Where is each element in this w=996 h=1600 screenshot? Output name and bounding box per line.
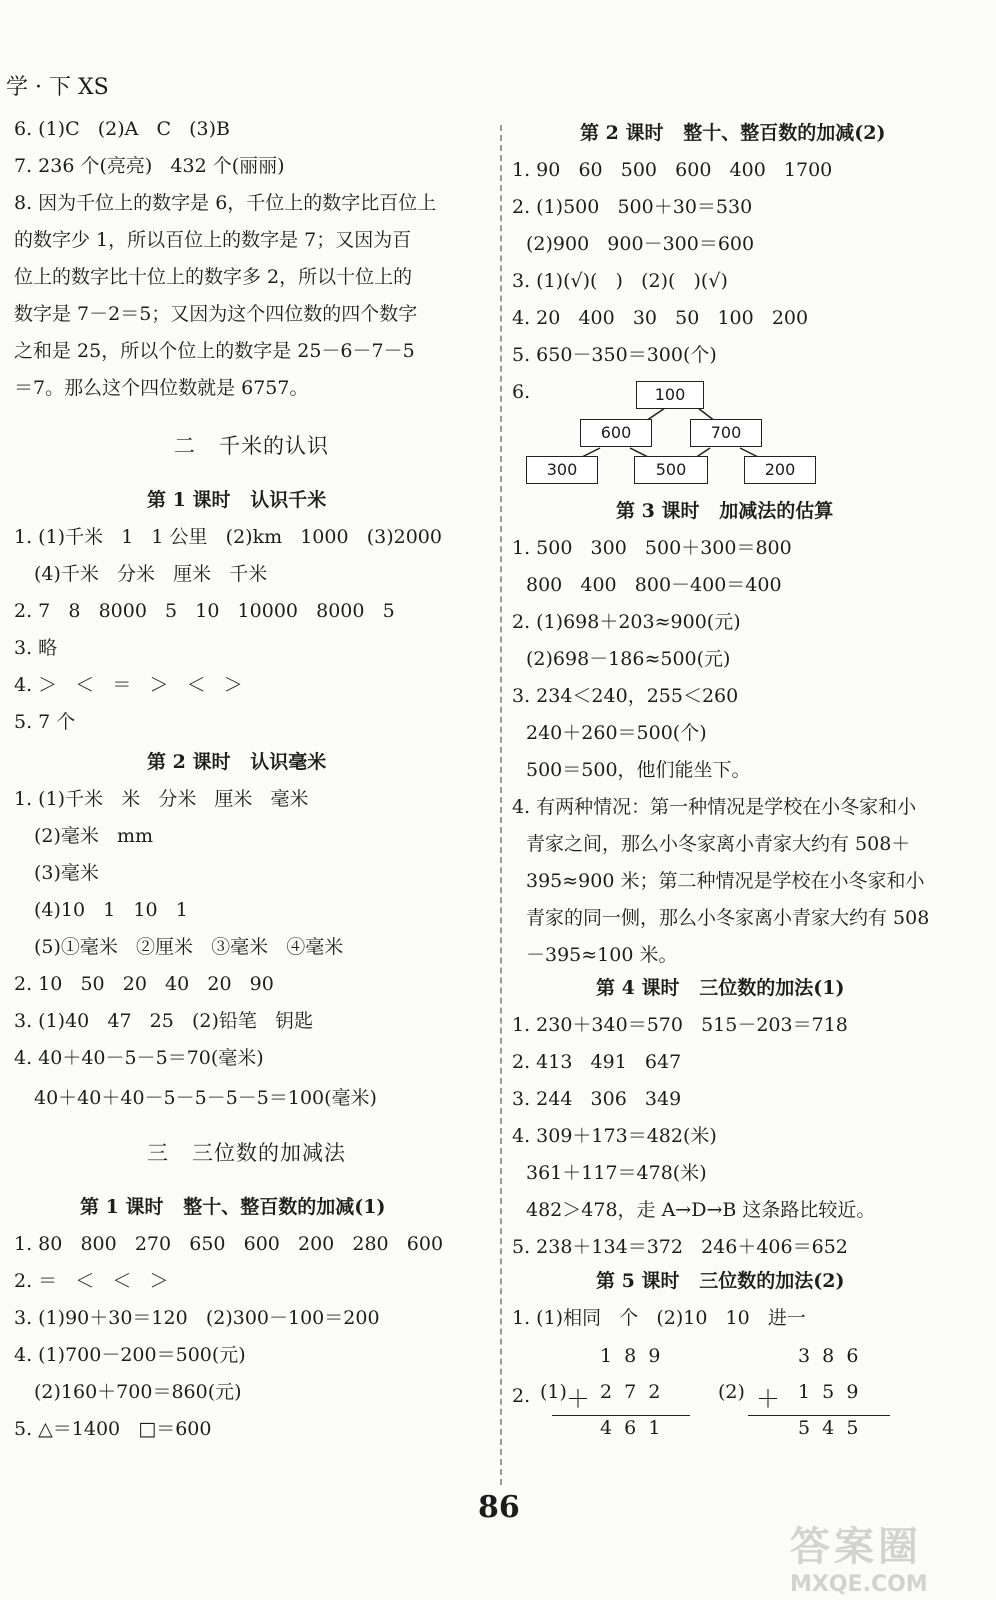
answer-line: 2. 7 8 8000 5 10 10000 8000 5 <box>14 600 395 622</box>
answer-line: 5. △＝1400 □＝600 <box>14 1418 212 1440</box>
answer-line: ＝7。那么这个四位数就是 6757。 <box>14 377 309 399</box>
answer-line: 4. (1)700－200＝500(元) <box>14 1344 246 1366</box>
addend-1: 3 8 6 <box>798 1345 859 1367</box>
addend-2: 2 7 2 <box>600 1381 661 1403</box>
watermark-url: MXQE.COM <box>790 1572 928 1597</box>
tree-node-bottom-right <box>744 456 816 484</box>
answer-line: (4)千米 分米 厘米 千米 <box>34 563 268 585</box>
answer-line: 2. <box>512 1385 531 1407</box>
answer-line: (4)10 1 10 1 <box>34 899 188 921</box>
answer-line: (2)900 900－300＝600 <box>526 233 755 255</box>
answer-line: －395≈100 米。 <box>526 944 678 966</box>
answer-line: 6. (1)C (2)A C (3)B <box>14 118 231 140</box>
watermark-logo: 答案圈 <box>790 1523 922 1570</box>
tree-node-label: 700 <box>690 419 762 447</box>
answer-line: 1. (1)千米 米 分米 厘米 毫米 <box>14 788 309 810</box>
plus-sign: ＋ <box>566 1385 590 1413</box>
tree-node-top <box>636 381 704 409</box>
tree-node-label: 500 <box>634 456 708 484</box>
answer-line: 3. (1)(√)( ) (2)( )(√) <box>512 270 728 292</box>
vertical-addition-1 <box>540 1345 700 1445</box>
answer-line: 1. (1)千米 1 1 公里 (2)km 1000 (3)2000 <box>14 526 442 548</box>
answer-line: 的数字少 1，所以百位上的数字是 7；又因为百 <box>14 229 412 251</box>
addend-2: 1 5 9 <box>798 1381 859 1403</box>
lesson-title: 第 3 课时 加减法的估算 <box>616 500 834 522</box>
lesson-title: 第 2 课时 认识毫米 <box>147 751 327 773</box>
answer-line: 之和是 25，所以个位上的数字是 25－6－7－5 <box>14 340 415 362</box>
answer-line: 1. (1)相同 个 (2)10 10 进一 <box>512 1307 806 1329</box>
answer-line: 2. ＝ ＜ ＜ ＞ <box>14 1270 169 1292</box>
answer-line: 395≈900 米；第二种情况是学校在小冬家和小 <box>526 870 925 892</box>
answer-line: 4. 20 400 30 50 100 200 <box>512 307 809 329</box>
answer-line: 4. 40＋40－5－5＝70(毫米) <box>14 1047 264 1069</box>
answer-line: 240＋260＝500(个) <box>526 722 707 744</box>
vertical-addition-2 <box>718 1345 893 1445</box>
addend-1: 1 8 9 <box>600 1345 661 1367</box>
page-number: 86 <box>478 1490 520 1525</box>
answer-line: 3. 234＜240，255＜260 <box>512 685 739 707</box>
answer-line: 4. 有两种情况：第一种情况是学校在小冬家和小 <box>512 796 917 818</box>
plus-sign: ＋ <box>756 1385 780 1413</box>
answer-line: 2. (1)698＋203≈900(元) <box>512 611 741 633</box>
page-header: 学 · 下 XS <box>6 75 109 100</box>
answer-line: 1. 80 800 270 650 600 200 280 600 <box>14 1233 444 1255</box>
lesson-title: 第 1 课时 认识千米 <box>147 489 327 511</box>
lesson-title: 第 4 课时 三位数的加法(1) <box>596 977 845 999</box>
answer-line: 6. <box>512 381 531 403</box>
answer-line: 2. 10 50 20 40 20 90 <box>14 973 274 995</box>
answer-line: 361＋117＝478(米) <box>526 1162 707 1184</box>
answer-line: (2)698－186≈500(元) <box>526 648 731 670</box>
answer-line: 3. (1)40 47 25 (2)铅笔 钥匙 <box>14 1010 313 1032</box>
answer-line: 位上的数字比十位上的数字多 2，所以十位上的 <box>14 266 413 288</box>
answer-line: 2. 413 491 647 <box>512 1051 682 1073</box>
section-title: 二 千米的认识 <box>174 434 330 458</box>
answer-line: 5. 650－350＝300(个) <box>512 344 717 366</box>
tree-node-mid-left <box>580 419 652 447</box>
lesson-title: 第 1 课时 整十、整百数的加减(1) <box>80 1196 386 1218</box>
lesson-title: 第 2 课时 整十、整百数的加减(2) <box>580 122 886 144</box>
tree-node-mid-right <box>690 419 762 447</box>
tree-node-label: 200 <box>744 456 816 484</box>
tree-node-bottom-mid <box>634 456 708 484</box>
sub-question-label: (2) <box>718 1381 745 1403</box>
answer-line: (5)①毫米 ②厘米 ③毫米 ④毫米 <box>34 936 344 958</box>
tree-node-label: 600 <box>580 419 652 447</box>
answer-line: 1. 90 60 500 600 400 1700 <box>512 159 833 181</box>
answer-line: 5. 7 个 <box>14 711 76 733</box>
sum: 4 6 1 <box>600 1417 661 1439</box>
answer-line: 3. 略 <box>14 637 58 659</box>
tree-node-bottom-left <box>526 456 598 484</box>
answer-line: 数字是 7－2＝5；又因为这个四位数的四个数字 <box>14 303 418 325</box>
answer-line: 7. 236 个(亮亮) 432 个(丽丽) <box>14 155 285 177</box>
answer-line: 3. 244 306 349 <box>512 1088 682 1110</box>
column-divider <box>500 125 502 1485</box>
answer-line: 4. ＞ ＜ ＝ ＞ ＜ ＞ <box>14 674 243 696</box>
answer-line: 1. 500 300 500＋300＝800 <box>512 537 792 559</box>
answer-line: 482＞478，走 A→D→B 这条路比较近。 <box>526 1199 876 1221</box>
sub-question-label: (1) <box>540 1381 567 1403</box>
answer-line: (2)160＋700＝860(元) <box>34 1381 242 1403</box>
section-title: 三 三位数的加减法 <box>147 1141 347 1165</box>
answer-line: 5. 238＋134＝372 246＋406＝652 <box>512 1236 848 1258</box>
answer-line: 1. 230＋340＝570 515－203＝718 <box>512 1014 848 1036</box>
answer-line: (2)毫米 mm <box>34 825 154 847</box>
answer-line: 500＝500，他们能坐下。 <box>526 759 751 781</box>
answer-line: 2. (1)500 500＋30＝530 <box>512 196 753 218</box>
answer-line: 3. (1)90＋30＝120 (2)300－100＝200 <box>14 1307 380 1329</box>
answer-line: 8. 因为千位上的数字是 6，千位上的数字比百位上 <box>14 192 437 214</box>
answer-line: 青家的同一侧，那么小冬家离小青家大约有 508 <box>526 907 930 929</box>
sum-rule <box>748 1415 890 1416</box>
answer-line: 40＋40＋40－5－5－5－5＝100(毫米) <box>34 1087 377 1109</box>
answer-line: 青家之间，那么小冬家离小青家大约有 508＋ <box>526 833 911 855</box>
tree-node-label: 300 <box>526 456 598 484</box>
tree-node-label: 100 <box>636 381 704 409</box>
answer-line: 4. 309＋173＝482(米) <box>512 1125 717 1147</box>
sum-rule <box>552 1415 690 1416</box>
sum: 5 4 5 <box>798 1417 859 1439</box>
answer-line: (3)毫米 <box>34 862 99 884</box>
watermark <box>790 1515 985 1597</box>
lesson-title: 第 5 课时 三位数的加法(2) <box>596 1270 845 1292</box>
answer-line: 800 400 800－400＝400 <box>526 574 782 596</box>
